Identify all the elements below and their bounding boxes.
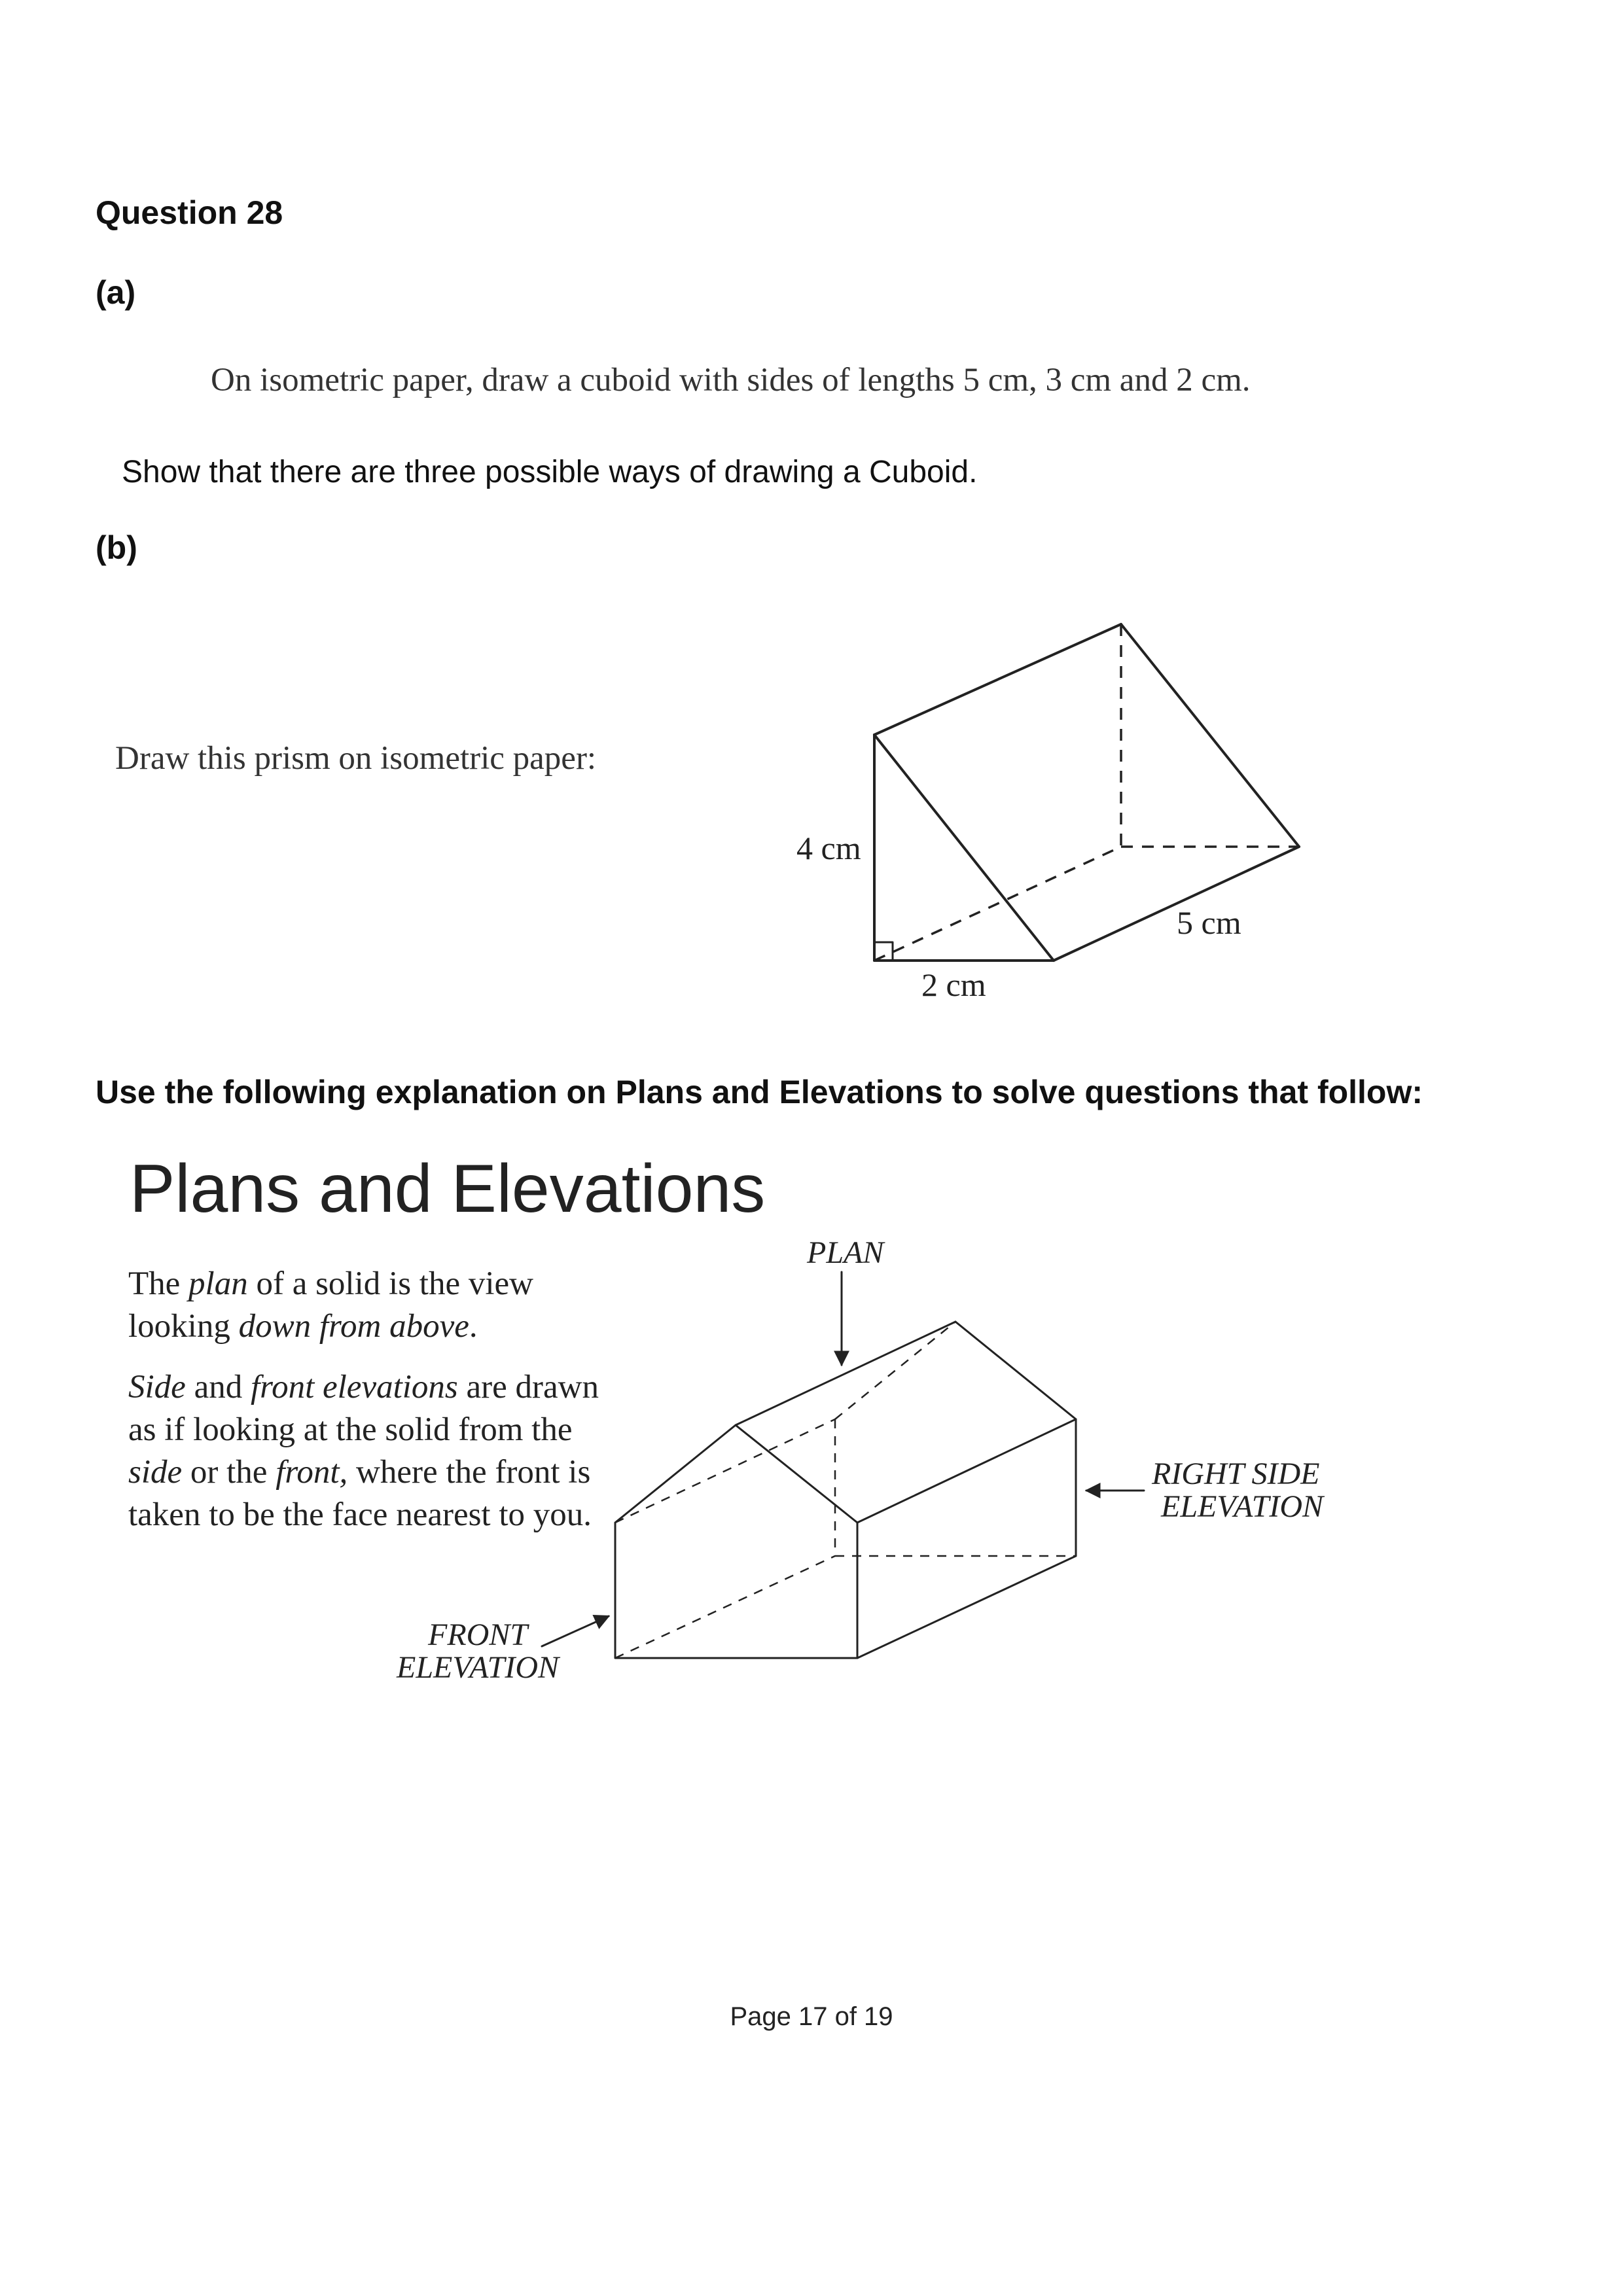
part-a-follow-up: Show that there are three possible ways of drawing a Cuboid. xyxy=(122,455,978,489)
front-elevation-label-line1: FRONT xyxy=(428,1617,528,1652)
question-title: Question 28 xyxy=(96,194,283,231)
right-side-elevation-label-line1: RIGHT SIDE xyxy=(1152,1457,1320,1491)
house-right-eave xyxy=(857,1419,1076,1523)
prism-back-slant-edge xyxy=(1121,624,1299,847)
part-a-instruction: On isometric paper, draw a cuboid with sides of lengths 5 cm, 3 cm and 2 cm. xyxy=(211,362,1251,398)
part-b-instruction: Draw this prism on isometric paper: xyxy=(115,740,597,777)
house-back-roof-edge xyxy=(955,1322,1076,1419)
front-elevation-arrow xyxy=(542,1616,609,1646)
right-side-elevation-label-line2: ELEVATION xyxy=(1161,1489,1323,1524)
prism-base-label: 2 cm xyxy=(921,966,986,1003)
prism-hidden-bottom-edge xyxy=(874,847,1121,961)
prism-diagram xyxy=(772,602,1335,1008)
page-number-footer: Page 17 of 19 xyxy=(730,2002,893,2031)
house-bottom-right-edge xyxy=(857,1556,1076,1658)
front-elevation-label-line2: ELEVATION xyxy=(397,1650,559,1685)
section-heading: Use the following explanation on Plans and Elevations to solve questions that follow: xyxy=(96,1074,1423,1110)
house-solid-diagram xyxy=(366,1217,1387,1714)
plan-label: PLAN xyxy=(807,1235,884,1270)
right-angle-marker xyxy=(874,942,893,961)
part-b-label: (b) xyxy=(96,529,137,566)
elevation-definition-paragraph: Side and front elevations are drawn as if looking at the solid from the side or the front, where the front is taken to be the face nearest to you. xyxy=(128,1369,599,1533)
prism-length-label: 5 cm xyxy=(1177,904,1241,941)
house-front-face xyxy=(615,1425,857,1658)
house-roof-ridge xyxy=(736,1322,955,1425)
prism-bottom-right-edge xyxy=(1054,847,1299,961)
plans-elevations-title: Plans and Elevations xyxy=(130,1151,766,1227)
prism-front-slant-edge xyxy=(874,735,1054,961)
plan-definition-paragraph: The plan of a solid is the view looking down from above. xyxy=(128,1265,533,1345)
prism-height-label: 4 cm xyxy=(796,830,861,866)
prism-top-edge xyxy=(874,624,1121,735)
house-hidden-bottom-left-edge xyxy=(615,1556,835,1658)
part-a-label: (a) xyxy=(96,274,136,311)
